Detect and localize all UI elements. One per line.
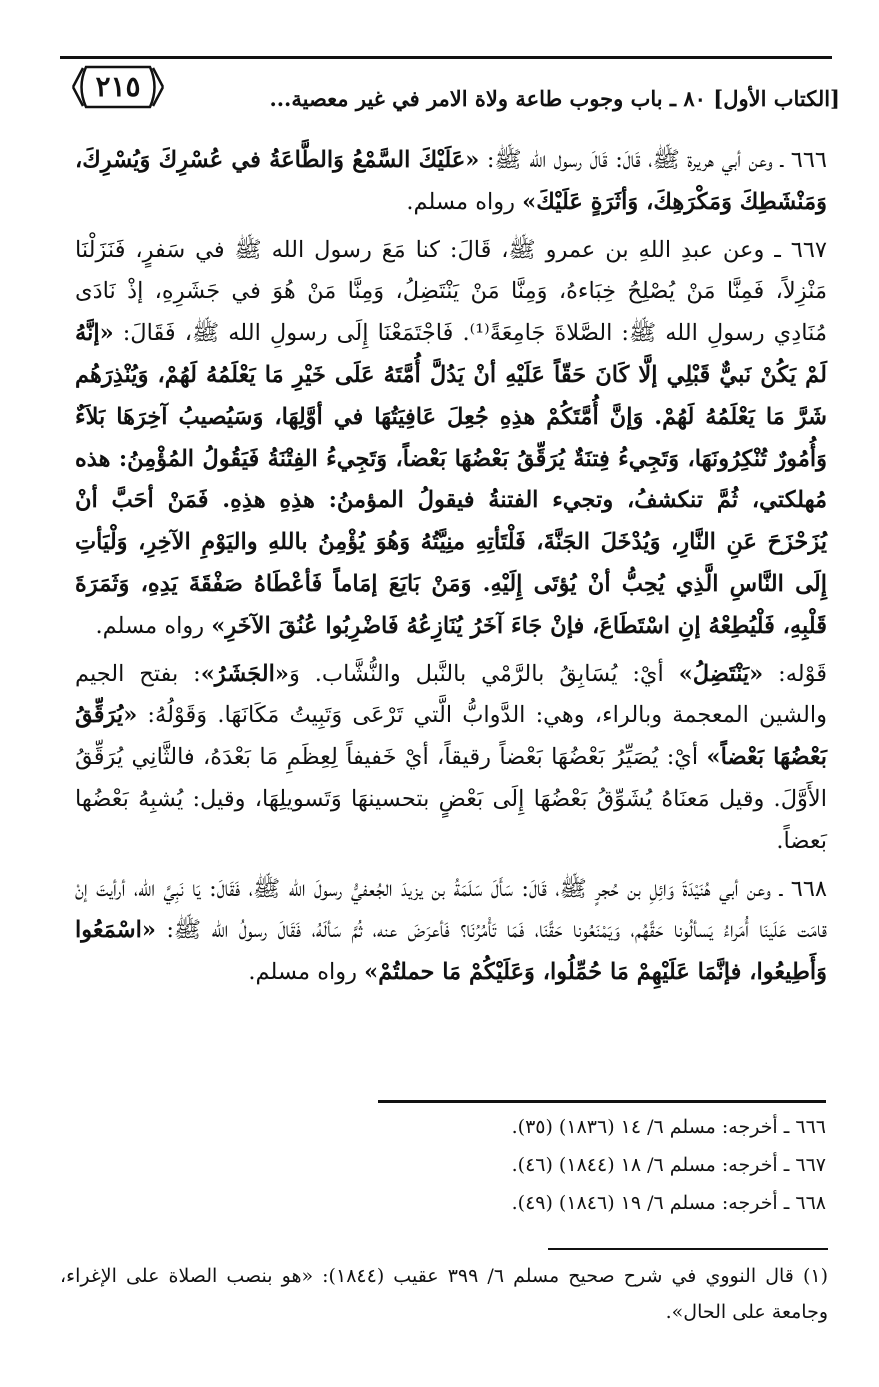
reference-line: ٦٦٦ ـ أخرجه: مسلم ٦/ ١٤ (١٨٣٦) (٣٥). (511, 1116, 826, 1138)
commentary-keyword: «يُرَقِّقُ بَعْضُهَا بَعْضاً» (75, 702, 827, 771)
footnote: (١) قال النووي في شرح صحيح مسلم ٦/ ٣٩٩ عقيب (١٨٤٤): «هو بنصب الصلاة على الإغراء، وجامعة على الحال». (60, 1265, 828, 1323)
header-rule (60, 56, 832, 59)
commentary-keyword: «يَنْتَضِلُ» (678, 660, 764, 687)
page-number: ٢١٥ (95, 70, 141, 103)
hadith-667-text: «إنَّهُ لَمْ يَكُنْ نَبيٌّ قَبْلِي إلَّا كَانَ حَقّاً عَلَيْهِ أنْ يَدُلَّ أُمَّتَهُ عَلَى خَيْرِ مَا يَعْلَمُهُ لَهُمْ، وَيُنْذِرَهُم شَرَّ مَا يَعْلَمُهُ لَهُمْ. وَإنَّ أُمَّتَكُمْ هذِهِ جُعِلَ عَافِيَتُهَا في أوَّلِهَا، وَسَيُصيبُ آخِرَهَا بَلاَءٌ وَأُمُورٌ تُنْكِرُونَهَا، وَتَجِيءُ فِتنَةٌ يُرَقِّقُ بَعْضُهَا بَعْضاً، وَتَجِيءُ الفِتْنَةُ فَيَقُولُ المُؤْمِنُ: هذه مُهلكتي، ثُمَّ تنكشفُ، وتجيء الفتنةُ فيقولُ المؤمنُ: هذِهِ هذِهِ. فَمَنْ أحَبَّ أنْ يُزَحْزَحَ عَنِ النَّارِ، وَيُدْخَلَ الجَنَّةَ، فَلْتَأتِهِ منِيَّتُهُ وَهُوَ يُؤْمِنُ باللهِ واليَوْمِ الآخِرِ، وَلْيَأتِ إِلَى النَّاسِ الَّذِي يُحِبُّ أنْ يُؤتَى إِلَيْهِ. وَمَنْ بَايَعَ إمَاماً فَأعْطَاهُ صَفْقَةَ يَدِهِ، وَثَمَرَةَ قَلْبِهِ، فَلْيُطِعْهُ إنِ اسْتَطَاعَ، فإنْ جَاءَ آخَرُ يُنَازِعُهُ فَاضْرِبُوا عُنُقَ الآخَرِ» (75, 320, 827, 639)
hadith-666 (75, 140, 827, 224)
reference-line: ٦٦٧ ـ أخرجه: مسلم ٦/ ١٨ (١٨٤٤) (٤٦). (511, 1154, 826, 1176)
commentary-keyword: «الجَشَرُ» (200, 660, 289, 687)
reference-line: ٦٦٨ ـ أخرجه: مسلم ٦/ ١٩ (١٨٤٦) (٤٩). (511, 1192, 826, 1214)
hadith-667 (75, 230, 827, 648)
references-rule (378, 1100, 826, 1103)
commentary-text: : بفتح الجيم والشين المعجمة وبالراء، وهي: الدَّوابُّ الَّتي تَرْعَى وَتَبِيتُ مَكَانَهَا. وَقَوْلُهُ: (75, 660, 827, 729)
footnote-rule (548, 1248, 828, 1250)
hadith-666-intro: ٦٦٦ ـ وعن أبي هريرة ﷺ، قَالَ: قَالَ رسول الله ﷺ: (479, 147, 827, 173)
hadith-667-intro: ٦٦٧ ـ وعن عبدِ اللهِ بن عمرو ﷺ، قَالَ: كنا مَعَ رسول الله ﷺ في سَفرٍ، فَنَزَلْنَا مَنْزِلاً، فَمِنَّا مَنْ يُصْلِحُ خِبَاءهُ، وَمِنَّا مَنْ يَنْتَضِلُ، وَمِنَّا مَنْ هُوَ في جَشَرِهِ، إذْ نَادَى مُنَادِي رسولِ الله ﷺ: الصَّلاةَ جَامِعَةً⁽¹⁾. فَاجْتَمَعْنَا إِلَى رسولِ الله ﷺ، فَقَالَ: (75, 236, 827, 347)
commentary-667 (75, 654, 827, 863)
hadith-667-source: رواه مسلم. (95, 612, 212, 639)
commentary-text: أيْ: يُسَابِقُ بالرَّمْي بالنَّبل والنُّشَّاب. وَ (288, 660, 679, 687)
hadith-668-intro: ٦٦٨ ـ وعن أبي هُنَيْدَةَ وَائِلِ بن حُجرٍ ﷺ، قَالَ: سَأَلَ سَلَمَةُ بن يزيدَ الجُعفيُّ رسولَ الله ﷺ، فَقَالَ: يَا نَبِيَّ الله، أرأيتَ إنْ قامَت عَلَينَا أُمَراءُ يَسألُونا حَقَّهُم، وَيَمْنَعُونا حَقَّنَا، فَمَا تَأْمُرُنَا؟ فَأعرَضَ عنه، ثُمَّ سَألَهُ، فَقَالَ رسولُ الله ﷺ: (75, 875, 827, 944)
main-text (75, 140, 827, 1000)
hadith-668-source: رواه مسلم. (248, 959, 365, 986)
hadith-666-text: «عَلَيْكَ السَّمْعُ وَالطَّاعَةُ في عُسْرِكَ وَيُسْرِكَ، وَمَنْشَطِكَ وَمَكْرَهِكَ، وَأثَرَةٍ عَلَيْكَ» (75, 147, 827, 215)
takhrij-references (378, 1108, 826, 1222)
hadith-668-text: «اسْمَعُوا وَأَطِيعُوا، فإنَّمَا عَلَيْهِمْ مَا حُمِّلُوا، وَعَلَيْكُمْ مَا حملتُمْ» (75, 917, 827, 986)
hadith-666-source: رواه مسلم. (406, 188, 523, 215)
commentary-text: أيْ: يُصَيِّرُ بَعْضُهَا بَعْضاً رقيقاً، أيْ خَفيفاً لِعِظَمِ مَا بَعْدَهُ، فالثَّانِي يُرَقِّقُ الأَوَّلَ. وقيل مَعنَاهُ يُشَوِّقُ بَعْضُهَا إِلَى بَعْضٍ بتحسينهَا وَتَسويلِهَا، وقيل: يُشبِهُ بَعْضُها بَعضاً. (75, 744, 827, 854)
page-header (70, 62, 840, 128)
commentary-text: قَوْله: (763, 660, 828, 687)
running-title: [الكتاب الأول] ٨٠ ـ باب وجوب طاعة ولاة الامر في غير معصية... (269, 86, 840, 111)
hadith-668 (75, 869, 827, 994)
